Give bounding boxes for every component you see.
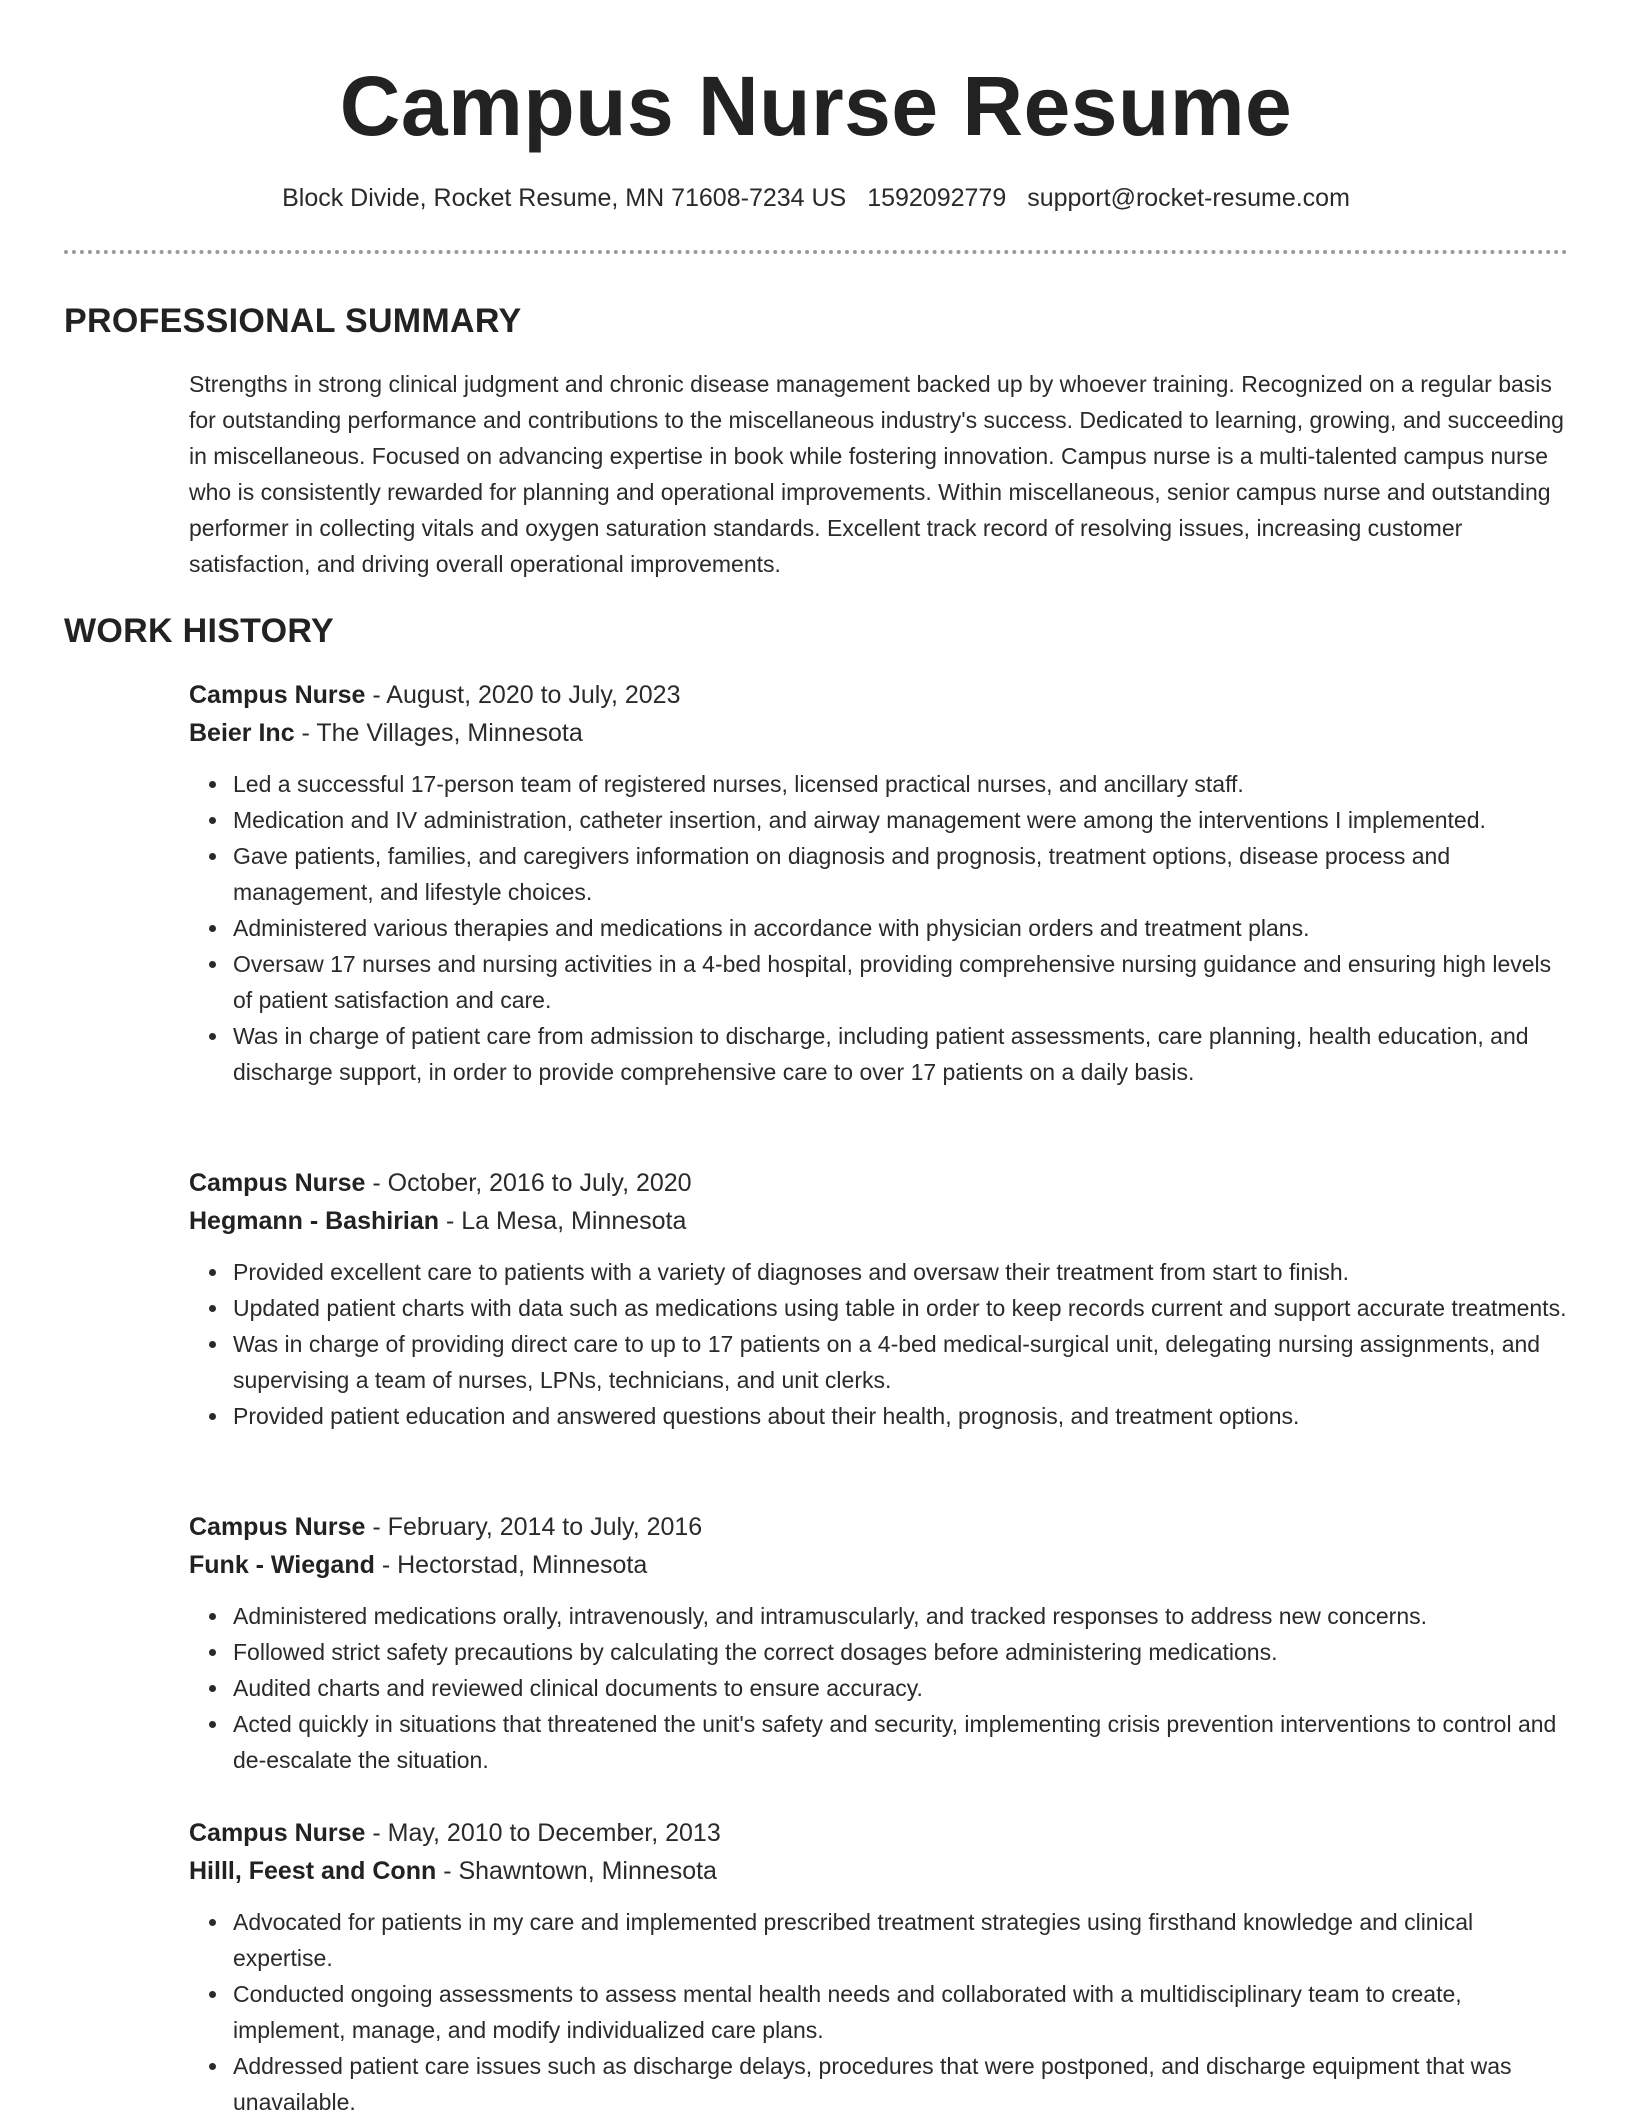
job-entry [189, 676, 1569, 1090]
job-entry [189, 1814, 1569, 2120]
job-company: Funk - Wiegand [189, 1551, 375, 1579]
job-location: - La Mesa, Minnesota [439, 1207, 687, 1235]
contact-line [0, 180, 1632, 216]
job-title-line [189, 676, 1569, 714]
summary-heading: PROFESSIONAL SUMMARY [64, 302, 522, 340]
job-dates: - October, 2016 to July, 2020 [365, 1169, 692, 1197]
job-bullet: Addressed patient care issues such as discharge delays, procedures that were postponed, and discharge equipment that was unavailable. [233, 2048, 1569, 2120]
work-history-heading: WORK HISTORY [64, 612, 334, 650]
job-bullet: Gave patients, families, and caregivers information on diagnosis and prognosis, treatment options, disease process and management, and lifestyle choices. [233, 838, 1569, 910]
job-bullet: Acted quickly in situations that threatened the unit's safety and security, implementing crisis prevention interventions to control and de-escalate the situation. [233, 1706, 1569, 1778]
job-dates: - February, 2014 to July, 2016 [365, 1513, 703, 1541]
page-title: Campus Nurse Resume [339, 59, 1293, 153]
summary-text: Strengths in strong clinical judgment and chronic disease management backed up by whoever training. Recognized on a regular basis for outstanding performance and contributions to the miscellaneous industry's success. Dedicated to learning, growing, and succeeding in miscellaneous. Focused on advancing expertise in book while fostering innovation. Campus nurse is a multi-talented campus nurse who is consistently rewarded for planning and operational improvements. Within miscellaneous, senior campus nurse and outstanding performer in collecting vitals and oxygen saturation standards. Excellent track record of resolving issues, increasing customer satisfaction, and driving overall operational improvements. [189, 371, 1564, 577]
job-dates: - August, 2020 to July, 2023 [365, 681, 681, 709]
job-bullet: Led a successful 17-person team of registered nurses, licensed practical nurses, and ancillary staff. [233, 766, 1569, 802]
job-bullets [189, 766, 1569, 1090]
job-company: Hilll, Feest and Conn [189, 1857, 437, 1885]
job-title-line [189, 1508, 1569, 1546]
job-company-line [189, 1852, 1569, 1890]
job-location: - Shawntown, Minnesota [436, 1857, 717, 1885]
job-title: Campus Nurse [189, 1513, 366, 1541]
job-bullet: Provided excellent care to patients with a variety of diagnoses and oversaw their treatment from start to finish. [233, 1254, 1569, 1290]
job-bullet: Was in charge of patient care from admission to discharge, including patient assessments, care planning, health education, and discharge support, in order to provide comprehensive care to over 17 patients on a daily basis. [233, 1018, 1569, 1090]
job-company-line [189, 714, 1569, 752]
job-bullets [189, 1904, 1569, 2120]
job-company-line [189, 1546, 1569, 1584]
job-title-line [189, 1164, 1569, 1202]
job-entry [189, 1164, 1569, 1434]
header-divider [64, 250, 1568, 254]
job-dates: - May, 2010 to December, 2013 [365, 1819, 721, 1847]
job-company: Beier Inc [189, 719, 295, 747]
job-bullet: Medication and IV administration, catheter insertion, and airway management were among the interventions I implemented. [233, 802, 1569, 838]
job-location: - Hectorstad, Minnesota [374, 1551, 648, 1579]
job-company: Hegmann - Bashirian [189, 1207, 440, 1235]
job-bullet: Followed strict safety precautions by calculating the correct dosages before administering medications. [233, 1634, 1569, 1670]
job-bullet: Administered various therapies and medications in accordance with physician orders and treatment plans. [233, 910, 1569, 946]
job-bullet: Was in charge of providing direct care to up to 17 patients on a 4-bed medical-surgical unit, delegating nursing assignments, and supervising a team of nurses, LPNs, technicians, and unit clerks. [233, 1326, 1569, 1398]
job-bullet: Audited charts and reviewed clinical documents to ensure accuracy. [233, 1670, 1569, 1706]
job-entry [189, 1508, 1569, 1778]
contact-phone: 1592092779 [867, 184, 1007, 212]
job-title: Campus Nurse [189, 1169, 366, 1197]
job-bullets [189, 1598, 1569, 1778]
job-bullet: Advocated for patients in my care and implemented prescribed treatment strategies using firsthand knowledge and clinical expertise. [233, 1904, 1569, 1976]
job-bullet: Provided patient education and answered questions about their health, prognosis, and treatment options. [233, 1398, 1569, 1434]
job-bullet: Oversaw 17 nurses and nursing activities in a 4-bed hospital, providing comprehensive nursing guidance and ensuring high levels of patient satisfaction and care. [233, 946, 1569, 1018]
job-title: Campus Nurse [189, 681, 366, 709]
job-title-line [189, 1814, 1569, 1852]
job-title: Campus Nurse [189, 1819, 366, 1847]
job-bullet: Updated patient charts with data such as medications using table in order to keep records current and support accurate treatments. [233, 1290, 1569, 1326]
job-bullet: Conducted ongoing assessments to assess mental health needs and collaborated with a multidisciplinary team to create, implement, manage, and modify individualized care plans. [233, 1976, 1569, 2048]
contact-email: support@rocket-resume.com [1027, 184, 1350, 212]
job-company-line [189, 1202, 1569, 1240]
job-location: - The Villages, Minnesota [294, 719, 583, 747]
job-bullets [189, 1254, 1569, 1434]
job-bullet: Administered medications orally, intravenously, and intramuscularly, and tracked responses to address new concerns. [233, 1598, 1569, 1634]
contact-address: Block Divide, Rocket Resume, MN 71608-7234 US [282, 184, 847, 212]
